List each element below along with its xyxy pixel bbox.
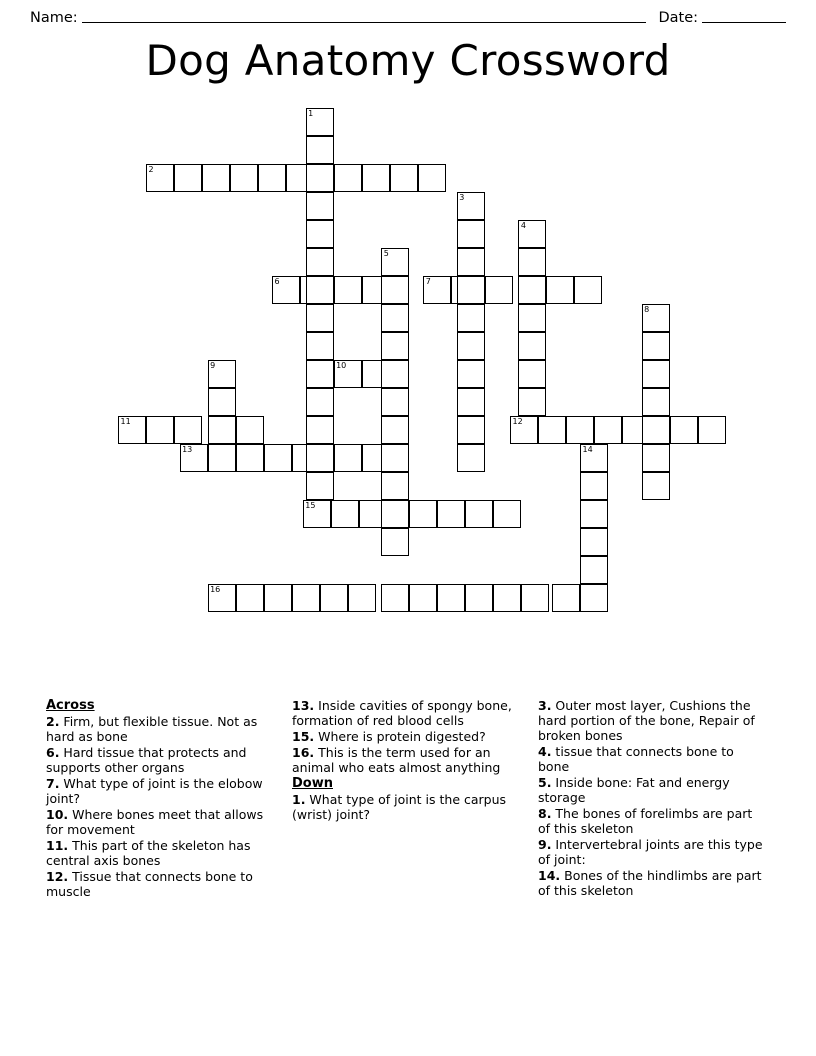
grid-cell[interactable] [642,388,670,416]
clue-text: What type of joint is the carpus (wrist) joint? [292,792,507,822]
clue-number: 4. [538,744,552,759]
grid-cell-number: 11 [120,417,131,426]
grid-cell[interactable] [208,388,236,416]
grid-cell[interactable] [381,528,409,556]
clue-number: 15. [292,729,315,744]
grid-cell[interactable] [518,304,546,332]
clue-number: 5. [538,775,552,790]
grid-cell[interactable] [348,584,376,612]
date-label: Date: [658,10,698,26]
grid-cell[interactable] [381,360,409,388]
grid-cell-numbered-3[interactable] [457,192,485,220]
clue-text: Inside cavities of spongy bone, formation of red blood cells [292,698,512,728]
grid-cell-numbered-10[interactable] [334,360,362,388]
grid-cell[interactable] [306,304,334,332]
grid-cell-numbered-6[interactable] [272,276,300,304]
grid-cell[interactable] [236,416,264,444]
clue-text: Firm, but flexible tissue. Not as hard as bone [46,714,258,744]
grid-cell-number: 10 [336,361,347,370]
header-row [30,4,786,26]
grid-cell[interactable] [465,584,493,612]
grid-cell[interactable] [698,416,726,444]
grid-cell[interactable] [546,276,574,304]
clue-text: Outer most layer, Cushions the hard portion of the bone, Repair of broken bones [538,698,755,743]
grid-cell[interactable] [485,276,513,304]
clue-down-1 [292,792,520,822]
grid-cell[interactable] [202,164,230,192]
clue-text: tissue that connects bone to bone [538,744,734,774]
grid-cell[interactable] [306,164,334,192]
clue-down-4 [538,744,766,774]
clue-number: 13. [292,698,315,713]
grid-cell-numbered-16[interactable] [208,584,236,612]
grid-cell[interactable] [381,472,409,500]
grid-cell-numbered-11[interactable] [118,416,146,444]
grid-cell[interactable] [409,500,437,528]
grid-cell[interactable] [493,500,521,528]
grid-cell-number: 7 [425,277,431,286]
clue-text: Inside bone: Fat and energy storage [538,775,730,805]
grid-cell[interactable] [320,584,348,612]
clue-text: Where bones meet that allows for movement [46,807,264,837]
grid-cell-numbered-12[interactable] [510,416,538,444]
page-title: Dog Anatomy Crossword [145,36,671,85]
grid-cell[interactable] [409,584,437,612]
grid-cell[interactable] [642,444,670,472]
grid-cell[interactable] [174,164,202,192]
grid-cell-number: 14 [582,445,593,454]
grid-cell[interactable] [457,332,485,360]
grid-cell[interactable] [334,164,362,192]
grid-cell[interactable] [457,360,485,388]
grid-cell-numbered-8[interactable] [642,304,670,332]
clue-text: What type of joint is the elobow joint? [46,776,263,806]
across-heading: Across [46,698,95,713]
grid-cell-number: 8 [644,305,650,314]
grid-cell[interactable] [457,248,485,276]
grid-cell[interactable] [418,164,446,192]
grid-cell[interactable] [457,220,485,248]
grid-cell[interactable] [264,584,292,612]
grid-cell[interactable] [331,500,359,528]
date-write-line[interactable] [702,10,786,23]
grid-cell[interactable] [457,444,485,472]
clue-text: The bones of forelimbs are part of this skeleton [538,806,753,836]
grid-cell[interactable] [306,248,334,276]
grid-cell[interactable] [518,360,546,388]
grid-cell[interactable] [437,500,465,528]
grid-cell[interactable] [580,500,608,528]
grid-cell-numbered-5[interactable] [381,248,409,276]
grid-cell[interactable] [306,360,334,388]
grid-cell[interactable] [465,500,493,528]
grid-cell[interactable] [306,388,334,416]
grid-cell-numbered-13[interactable] [180,444,208,472]
grid-cell-numbered-2[interactable] [146,164,174,192]
grid-cell[interactable] [381,304,409,332]
grid-cell-numbered-1[interactable] [306,108,334,136]
grid-cell[interactable] [580,472,608,500]
clue-number: 12. [46,869,69,884]
grid-cell-numbered-4[interactable] [518,220,546,248]
grid-cell[interactable] [306,136,334,164]
clues-column-2 [292,698,520,900]
grid-cell[interactable] [518,332,546,360]
clue-number: 1. [292,792,306,807]
grid-cell[interactable] [538,416,566,444]
grid-cell[interactable] [390,164,418,192]
grid-cell[interactable] [457,388,485,416]
clue-text: Intervertebral joints are this type of joint: [538,837,763,867]
grid-cell[interactable] [306,332,334,360]
grid-cell[interactable] [552,584,580,612]
grid-cell[interactable] [230,164,258,192]
clue-number: 6. [46,745,60,760]
grid-cell-number: 16 [210,585,221,594]
grid-cell[interactable] [518,248,546,276]
grid-cell-number: 9 [210,361,216,370]
name-write-line[interactable] [82,10,647,23]
grid-cell[interactable] [518,276,546,304]
clue-down-5 [538,775,766,805]
clues-column-1 [46,698,274,900]
grid-cell[interactable] [362,164,390,192]
clue-number: 3. [538,698,552,713]
clue-down-3 [538,698,766,743]
clue-across-11 [46,838,274,868]
grid-cell[interactable] [574,276,602,304]
clue-down-9 [538,837,766,867]
grid-cell[interactable] [236,444,264,472]
grid-cell[interactable] [236,584,264,612]
grid-cell[interactable] [518,388,546,416]
grid-cell[interactable] [670,416,698,444]
grid-cell[interactable] [521,584,549,612]
grid-cell[interactable] [264,444,292,472]
clue-number: 11. [46,838,69,853]
grid-cell-number: 13 [182,445,193,454]
grid-cell[interactable] [642,416,670,444]
clues-container [46,698,770,900]
grid-cell-numbered-7[interactable] [423,276,451,304]
grid-cell-numbered-9[interactable] [208,360,236,388]
clue-across-7 [46,776,274,806]
grid-cell[interactable] [306,192,334,220]
grid-cell-number: 6 [274,277,280,286]
clue-number: 10. [46,807,69,822]
grid-cell-number: 12 [512,417,523,426]
clue-text: Tissue that connects bone to muscle [46,869,253,899]
grid-cell-numbered-14[interactable] [580,444,608,472]
grid-cell[interactable] [306,416,334,444]
grid-cell[interactable] [146,416,174,444]
grid-cell[interactable] [258,164,286,192]
grid-cell[interactable] [566,416,594,444]
grid-cell[interactable] [174,416,202,444]
clue-text: Bones of the hindlimbs are part of this skeleton [538,868,762,898]
grid-cell[interactable] [381,584,409,612]
grid-cell[interactable] [381,276,409,304]
crossword-grid[interactable] [0,108,816,696]
grid-cell[interactable] [208,444,236,472]
clue-down-8 [538,806,766,836]
grid-cell[interactable] [208,416,236,444]
clue-across-15 [292,729,520,744]
grid-cell-number: 15 [305,501,316,510]
clues-column-3 [538,698,766,900]
grid-cell[interactable] [381,388,409,416]
clue-text: This is the term used for an animal who eats almost anything [292,745,501,775]
grid-cell[interactable] [306,472,334,500]
grid-cell[interactable] [493,584,521,612]
clue-down-14 [538,868,766,898]
clue-number: 7. [46,776,60,791]
grid-cell[interactable] [580,584,608,612]
grid-cell[interactable] [457,276,485,304]
name-label: Name: [30,10,78,26]
grid-cell[interactable] [594,416,622,444]
grid-cell[interactable] [457,416,485,444]
grid-cell[interactable] [306,444,334,472]
grid-cell[interactable] [580,556,608,584]
grid-cell[interactable] [381,332,409,360]
clue-number: 14. [538,868,561,883]
grid-cell[interactable] [334,444,362,472]
clue-across-10 [46,807,274,837]
grid-cell[interactable] [437,584,465,612]
grid-cell[interactable] [580,528,608,556]
clue-across-12 [46,869,274,899]
grid-cell[interactable] [381,500,409,528]
grid-cell[interactable] [642,472,670,500]
clue-across-6 [46,745,274,775]
clue-number: 8. [538,806,552,821]
grid-cell[interactable] [334,276,362,304]
clue-text: Hard tissue that protects and supports other organs [46,745,247,775]
grid-cell[interactable] [381,444,409,472]
clue-text: Where is protein digested? [314,729,486,744]
grid-cell[interactable] [457,304,485,332]
clue-across-13 [292,698,520,728]
clue-across-2 [46,714,274,744]
clue-number: 2. [46,714,60,729]
clue-across-16 [292,745,520,775]
grid-cell[interactable] [642,360,670,388]
grid-cell[interactable] [306,276,334,304]
grid-cell[interactable] [381,416,409,444]
grid-cell-number: 1 [308,109,314,118]
grid-cell-number: 2 [148,165,154,174]
down-heading: Down [292,776,333,791]
grid-cell-numbered-15[interactable] [303,500,331,528]
grid-cell-number: 5 [383,249,389,258]
grid-cell[interactable] [642,332,670,360]
clue-number: 9. [538,837,552,852]
clue-text: This part of the skeleton has central axis bones [46,838,251,868]
grid-cell-number: 4 [520,221,526,230]
grid-cell-number: 3 [459,193,465,202]
clue-number: 16. [292,745,315,760]
grid-cell[interactable] [306,220,334,248]
grid-cell[interactable] [292,584,320,612]
